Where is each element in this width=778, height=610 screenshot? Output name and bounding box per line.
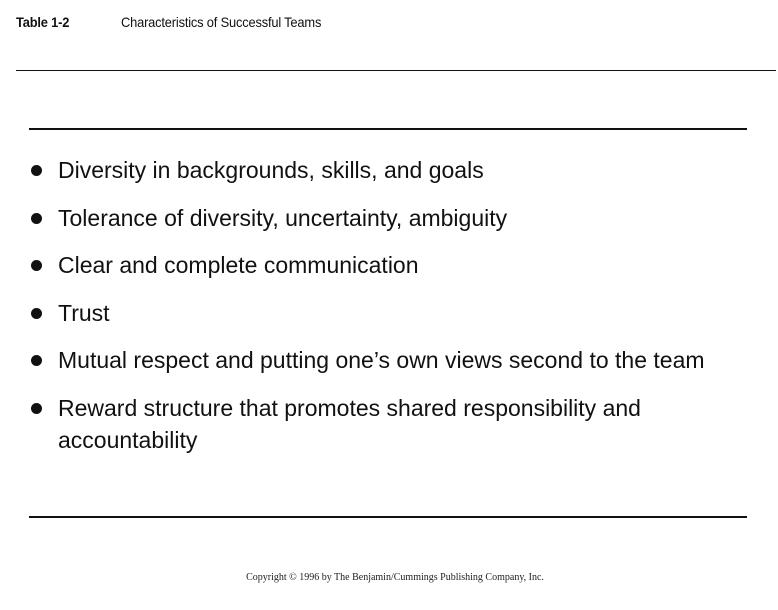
bullet-dot-icon: [31, 355, 42, 366]
table-header: [16, 14, 339, 36]
bullet-dot-icon: [31, 260, 42, 271]
header-divider: [16, 70, 776, 71]
bullet-dot-icon: [31, 308, 42, 319]
table-number-label: Table 1-2: [16, 14, 70, 30]
list-item-text: Tolerance of diversity, uncertainty, ambiguity: [58, 204, 508, 231]
list-item: [29, 249, 729, 281]
list-item-text: Diversity in backgrounds, skills, and goals: [58, 157, 484, 183]
list-item-text: Trust: [58, 299, 110, 326]
copyright-notice: Copyright © 1996 by The Benjamin/Cummings Publishing Company, Inc.: [246, 572, 544, 583]
table-bottom-rule: [29, 516, 747, 518]
list-item: [29, 392, 729, 456]
table-top-rule: [29, 128, 747, 130]
bullet-dot-icon: [31, 213, 42, 224]
list-item: [29, 297, 729, 329]
list-item: [29, 202, 729, 234]
list-item-text: Reward structure that promotes shared responsibility and accountability: [58, 394, 641, 453]
characteristics-list: [29, 154, 729, 471]
list-item-text: Mutual respect and putting one’s own views second to the team: [58, 347, 705, 373]
bullet-dot-icon: [31, 165, 42, 176]
list-item: [29, 344, 729, 376]
table-title: Characteristics of Successful Teams: [121, 14, 322, 30]
list-item-text: Clear and complete communication: [58, 252, 419, 278]
bullet-dot-icon: [31, 403, 42, 414]
list-item: [29, 154, 729, 186]
